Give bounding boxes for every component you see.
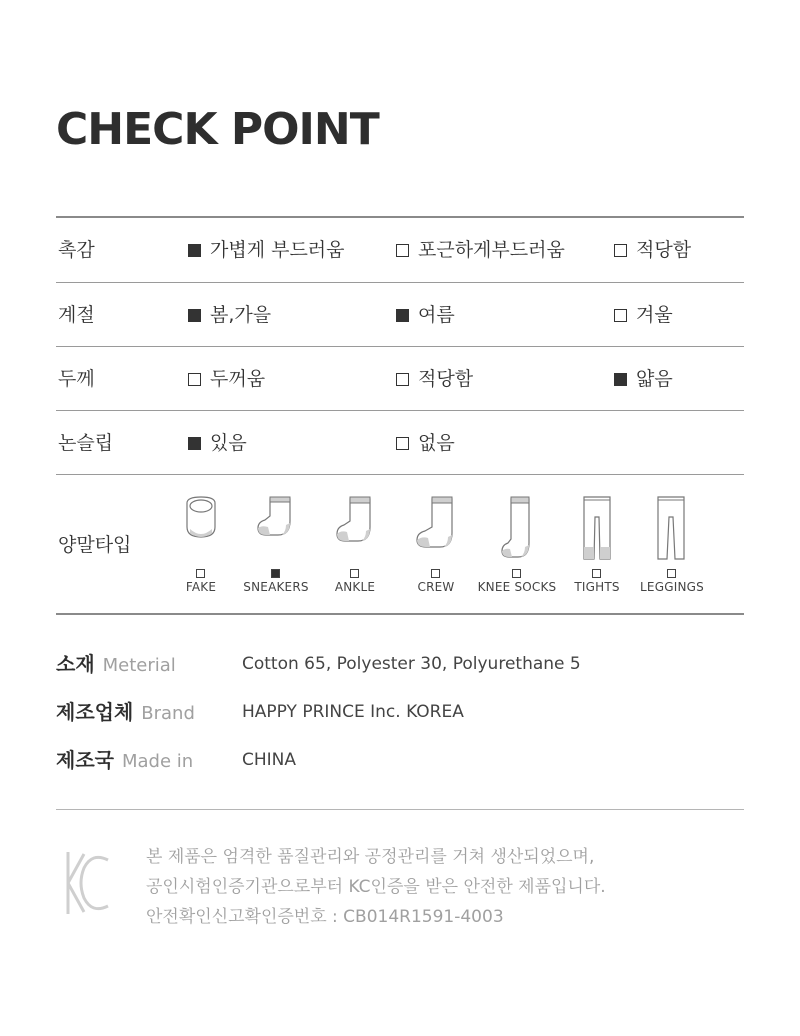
info-key-material: 소재 Meterial xyxy=(56,652,176,676)
page-title: CHECK POINT xyxy=(56,104,379,155)
option-label: 두꺼움 xyxy=(210,368,266,390)
option-season-spring-fall xyxy=(188,305,271,325)
row-divider xyxy=(56,346,744,347)
option-label: 얇음 xyxy=(636,368,673,390)
knee-sock-icon xyxy=(500,495,534,561)
option-label: 있음 xyxy=(210,432,247,454)
info-sub-origin: Made in xyxy=(121,751,194,772)
option-thickness-thick xyxy=(188,369,265,389)
sock-type-checkbox-leggings xyxy=(667,569,676,578)
notice-line-3: 안전확인신고확인증번호 : CB014R1591-4003 xyxy=(146,907,504,927)
option-label: 겨울 xyxy=(636,304,673,326)
info-value-brand: HAPPY PRINCE Inc. KOREA xyxy=(242,702,464,722)
checked-box-icon xyxy=(188,309,201,322)
sock-type-label: LEGGINGS xyxy=(640,580,704,594)
sneakers-sock-icon xyxy=(256,495,296,541)
row-label-nonslip: 논슬립 xyxy=(58,432,114,454)
info-sub-material: Meterial xyxy=(102,655,176,676)
info-key-brand: 제조업체 Brand xyxy=(56,700,195,724)
row-label-season: 계절 xyxy=(58,304,95,326)
option-nonslip-no xyxy=(396,433,455,453)
row-divider xyxy=(56,410,744,411)
sock-type-checkbox-crew xyxy=(431,569,440,578)
option-label: 여름 xyxy=(418,304,455,326)
row-label-thickness: 두께 xyxy=(58,368,95,390)
sock-type-checkbox-tights xyxy=(592,569,601,578)
table-top-rule xyxy=(56,216,744,218)
option-label: 포근하게부드러움 xyxy=(418,239,565,261)
sock-type-checkbox-ankle xyxy=(350,569,359,578)
option-label: 가볍게 부드러움 xyxy=(210,239,345,261)
option-label: 적당함 xyxy=(636,239,692,261)
leggings-icon xyxy=(656,495,686,565)
option-label: 봄,가을 xyxy=(210,304,272,326)
kc-certification-icon xyxy=(62,846,114,920)
option-touch-cozy xyxy=(396,240,565,260)
option-touch-light xyxy=(188,240,345,260)
notice-divider xyxy=(56,809,744,810)
option-thickness-thin xyxy=(614,369,673,389)
option-label: 적당함 xyxy=(418,368,474,390)
sock-type-label: SNEAKERS xyxy=(243,580,309,594)
checked-box-icon xyxy=(396,309,409,322)
option-thickness-moderate xyxy=(396,369,473,389)
option-touch-moderate xyxy=(614,240,691,260)
unchecked-box-icon xyxy=(396,437,409,450)
tights-icon xyxy=(582,495,612,565)
row-divider xyxy=(56,474,744,475)
unchecked-box-icon xyxy=(396,373,409,386)
sock-type-label: TIGHTS xyxy=(574,580,620,594)
crew-sock-icon xyxy=(414,495,458,553)
sock-type-checkbox-fake xyxy=(196,569,205,578)
sock-type-label: CREW xyxy=(417,580,455,594)
info-value-origin: CHINA xyxy=(242,750,297,770)
unchecked-box-icon xyxy=(614,309,627,322)
row-divider xyxy=(56,282,744,283)
option-label: 없음 xyxy=(418,432,455,454)
fake-sock-icon xyxy=(184,495,218,539)
row-label-touch: 촉감 xyxy=(58,239,95,261)
notice-line-1: 본 제품은 엄격한 품질관리와 공정관리를 거쳐 생산되었으며, xyxy=(146,847,595,867)
checked-box-icon xyxy=(614,373,627,386)
table-bottom-rule xyxy=(56,613,744,615)
unchecked-box-icon xyxy=(396,244,409,257)
info-sub-brand: Brand xyxy=(141,703,195,724)
unchecked-box-icon xyxy=(614,244,627,257)
info-value-material: Cotton 65, Polyester 30, Polyurethane 5 xyxy=(242,654,581,674)
ankle-sock-icon xyxy=(334,495,376,547)
sock-type-checkbox-knee xyxy=(512,569,521,578)
sock-type-label: ANKLE xyxy=(334,580,376,594)
sock-type-label: KNEE SOCKS xyxy=(477,580,557,594)
row-label-sock-type: 양말타입 xyxy=(58,534,132,556)
checked-box-icon xyxy=(188,244,201,257)
sock-type-checkbox-sneakers xyxy=(271,569,280,578)
option-season-winter xyxy=(614,305,673,325)
unchecked-box-icon xyxy=(188,373,201,386)
sock-type-label: FAKE xyxy=(185,580,217,594)
checked-box-icon xyxy=(188,437,201,450)
option-season-summer xyxy=(396,305,455,325)
notice-line-2: 공인시험인증기관으로부터 KC인증을 받은 안전한 제품입니다. xyxy=(146,877,606,897)
info-key-origin: 제조국 Made in xyxy=(56,748,194,772)
option-nonslip-yes xyxy=(188,433,247,453)
